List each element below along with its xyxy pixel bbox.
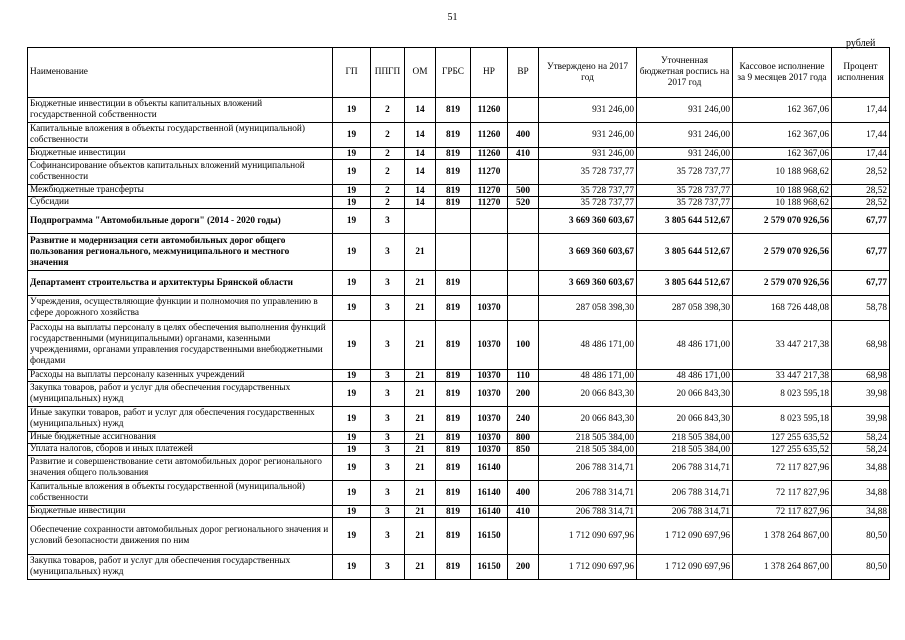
cell-vr: 850 xyxy=(508,444,539,456)
table-row xyxy=(28,456,890,481)
cell-approved: 3 669 360 603,67 xyxy=(539,234,637,271)
cell-refined: 931 246,00 xyxy=(637,98,733,123)
cell-percent: 58,24 xyxy=(832,432,890,444)
cell-om: 21 xyxy=(405,432,436,444)
cell-om: 21 xyxy=(405,444,436,456)
cell-vr: 200 xyxy=(508,555,539,580)
cell-approved: 287 058 398,30 xyxy=(539,296,637,321)
cell-nr: 16140 xyxy=(471,481,508,506)
cell-nr: 11270 xyxy=(471,197,508,209)
cell-cash: 33 447 217,38 xyxy=(733,370,832,382)
cell-gp: 19 xyxy=(333,456,371,481)
cell-grbs: 819 xyxy=(436,432,471,444)
cell-cash: 1 378 264 867,00 xyxy=(733,518,832,555)
cell-grbs xyxy=(436,234,471,271)
cell-vr: 800 xyxy=(508,432,539,444)
cell-cash: 162 367,06 xyxy=(733,98,832,123)
cell-approved: 20 066 843,30 xyxy=(539,407,637,432)
cell-om: 21 xyxy=(405,481,436,506)
cell-nr: 16150 xyxy=(471,518,508,555)
table-row xyxy=(28,209,890,234)
cell-cash: 168 726 448,08 xyxy=(733,296,832,321)
cell-refined: 20 066 843,30 xyxy=(637,382,733,407)
cell-gp: 19 xyxy=(333,444,371,456)
cell-name: Расходы на выплаты персоналу в целях обеспечения выполнения функций государственными (муниципальными) органами, казенными учреждениями, органами управления государственными внебюджетными фондами xyxy=(28,321,333,370)
cell-gp: 19 xyxy=(333,209,371,234)
table-row xyxy=(28,370,890,382)
cell-pgp: 3 xyxy=(371,432,405,444)
table-row xyxy=(28,296,890,321)
cell-percent: 39,98 xyxy=(832,407,890,432)
cell-pgp: 3 xyxy=(371,456,405,481)
cell-om: 21 xyxy=(405,382,436,407)
cell-vr xyxy=(508,518,539,555)
cell-grbs: 819 xyxy=(436,98,471,123)
cell-vr xyxy=(508,98,539,123)
cell-grbs: 819 xyxy=(436,518,471,555)
cell-gp: 19 xyxy=(333,123,371,148)
cell-gp: 19 xyxy=(333,148,371,160)
cell-grbs: 819 xyxy=(436,506,471,518)
cell-om: 14 xyxy=(405,148,436,160)
cell-percent: 67,77 xyxy=(832,234,890,271)
cell-approved: 218 505 384,00 xyxy=(539,444,637,456)
cell-cash: 2 579 070 926,56 xyxy=(733,209,832,234)
cell-percent: 39,98 xyxy=(832,382,890,407)
cell-cash: 33 447 217,38 xyxy=(733,321,832,370)
cell-grbs: 819 xyxy=(436,555,471,580)
table-row xyxy=(28,444,890,456)
header-nr: НР xyxy=(471,48,508,98)
cell-percent: 67,77 xyxy=(832,271,890,296)
cell-grbs: 819 xyxy=(436,123,471,148)
cell-cash: 127 255 635,52 xyxy=(733,444,832,456)
table-row xyxy=(28,518,890,555)
cell-grbs: 819 xyxy=(436,185,471,197)
cell-refined: 206 788 314,71 xyxy=(637,456,733,481)
cell-vr xyxy=(508,271,539,296)
cell-refined: 931 246,00 xyxy=(637,123,733,148)
cell-name: Развитие и совершенствование сети автомобильных дорог регионального значения общего пользования xyxy=(28,456,333,481)
cell-pgp: 2 xyxy=(371,123,405,148)
cell-nr: 10370 xyxy=(471,296,508,321)
cell-cash: 2 579 070 926,56 xyxy=(733,234,832,271)
cell-gp: 19 xyxy=(333,432,371,444)
cell-gp: 19 xyxy=(333,271,371,296)
cell-pgp: 2 xyxy=(371,185,405,197)
header-refined: Уточненная бюджетная роспись на 2017 год xyxy=(637,48,733,98)
cell-name: Развитие и модернизация сети автомобильных дорог общего пользования регионального, межмуниципального и местного значения xyxy=(28,234,333,271)
cell-gp: 19 xyxy=(333,370,371,382)
cell-percent: 28,52 xyxy=(832,160,890,185)
cell-approved: 931 246,00 xyxy=(539,98,637,123)
table-row xyxy=(28,506,890,518)
header-pgp: ППГП xyxy=(371,48,405,98)
cell-approved: 206 788 314,71 xyxy=(539,456,637,481)
cell-gp: 19 xyxy=(333,234,371,271)
cell-cash: 72 117 827,96 xyxy=(733,456,832,481)
cell-nr xyxy=(471,209,508,234)
cell-refined: 206 788 314,71 xyxy=(637,506,733,518)
cell-grbs: 819 xyxy=(436,197,471,209)
cell-approved: 35 728 737,77 xyxy=(539,185,637,197)
cell-om: 21 xyxy=(405,234,436,271)
cell-pgp: 3 xyxy=(371,321,405,370)
cell-percent: 34,88 xyxy=(832,481,890,506)
cell-nr xyxy=(471,271,508,296)
cell-vr xyxy=(508,209,539,234)
cell-name: Субсидии xyxy=(28,197,333,209)
table-row xyxy=(28,382,890,407)
cell-vr xyxy=(508,234,539,271)
cell-om xyxy=(405,209,436,234)
cell-name: Софинансирование объектов капитальных вложений муниципальной собственности xyxy=(28,160,333,185)
cell-cash: 162 367,06 xyxy=(733,148,832,160)
cell-approved: 35 728 737,77 xyxy=(539,160,637,185)
cell-name: Капитальные вложения в объекты государственной (муниципальной) собственности xyxy=(28,123,333,148)
cell-name: Иные закупки товаров, работ и услуг для обеспечения государственных (муниципальных) нужд xyxy=(28,407,333,432)
cell-grbs: 819 xyxy=(436,296,471,321)
cell-percent: 68,98 xyxy=(832,321,890,370)
table-row xyxy=(28,321,890,370)
cell-approved: 206 788 314,71 xyxy=(539,506,637,518)
cell-name: Межбюджетные трансферты xyxy=(28,185,333,197)
cell-om: 14 xyxy=(405,123,436,148)
cell-om: 21 xyxy=(405,370,436,382)
cell-gp: 19 xyxy=(333,382,371,407)
cell-approved: 1 712 090 697,96 xyxy=(539,518,637,555)
cell-percent: 68,98 xyxy=(832,370,890,382)
cell-vr: 520 xyxy=(508,197,539,209)
cell-om: 21 xyxy=(405,555,436,580)
table-row xyxy=(28,407,890,432)
cell-pgp: 3 xyxy=(371,296,405,321)
cell-pgp: 2 xyxy=(371,98,405,123)
cell-nr: 11260 xyxy=(471,98,508,123)
cell-om: 21 xyxy=(405,271,436,296)
cell-cash: 1 378 264 867,00 xyxy=(733,555,832,580)
cell-cash: 127 255 635,52 xyxy=(733,432,832,444)
cell-refined: 48 486 171,00 xyxy=(637,321,733,370)
cell-om: 21 xyxy=(405,321,436,370)
cell-name: Бюджетные инвестиции xyxy=(28,506,333,518)
cell-cash: 162 367,06 xyxy=(733,123,832,148)
cell-vr: 410 xyxy=(508,506,539,518)
cell-vr: 110 xyxy=(508,370,539,382)
cell-name: Закупка товаров, работ и услуг для обеспечения государственных (муниципальных) нужд xyxy=(28,382,333,407)
header-name: Наименование xyxy=(28,48,333,98)
cell-approved: 48 486 171,00 xyxy=(539,370,637,382)
cell-refined: 218 505 384,00 xyxy=(637,444,733,456)
cell-refined: 35 728 737,77 xyxy=(637,197,733,209)
cell-grbs: 819 xyxy=(436,382,471,407)
cell-pgp: 3 xyxy=(371,382,405,407)
cell-percent: 17,44 xyxy=(832,98,890,123)
cell-vr: 240 xyxy=(508,407,539,432)
units-label: рублей xyxy=(846,38,876,49)
cell-cash: 10 188 968,62 xyxy=(733,185,832,197)
cell-percent: 28,52 xyxy=(832,197,890,209)
cell-refined: 20 066 843,30 xyxy=(637,407,733,432)
cell-vr: 400 xyxy=(508,123,539,148)
cell-nr: 11260 xyxy=(471,123,508,148)
cell-pgp: 3 xyxy=(371,555,405,580)
cell-om: 14 xyxy=(405,185,436,197)
cell-gp: 19 xyxy=(333,197,371,209)
cell-refined: 1 712 090 697,96 xyxy=(637,555,733,580)
cell-percent: 34,88 xyxy=(832,456,890,481)
cell-refined: 35 728 737,77 xyxy=(637,185,733,197)
cell-pgp: 3 xyxy=(371,444,405,456)
cell-refined: 35 728 737,77 xyxy=(637,160,733,185)
cell-nr: 11260 xyxy=(471,148,508,160)
table-row xyxy=(28,555,890,580)
cell-name: Иные бюджетные ассигнования xyxy=(28,432,333,444)
cell-vr xyxy=(508,456,539,481)
cell-nr: 10370 xyxy=(471,382,508,407)
cell-nr: 10370 xyxy=(471,321,508,370)
cell-cash: 10 188 968,62 xyxy=(733,197,832,209)
cell-pgp: 2 xyxy=(371,160,405,185)
cell-pgp: 3 xyxy=(371,506,405,518)
cell-pgp: 3 xyxy=(371,209,405,234)
cell-percent: 58,78 xyxy=(832,296,890,321)
cell-refined: 1 712 090 697,96 xyxy=(637,518,733,555)
cell-om: 14 xyxy=(405,98,436,123)
cell-name: Бюджетные инвестиции в объекты капитальных вложений государственной собственности xyxy=(28,98,333,123)
cell-grbs: 819 xyxy=(436,271,471,296)
cell-refined: 3 805 644 512,67 xyxy=(637,234,733,271)
cell-om: 14 xyxy=(405,160,436,185)
cell-grbs: 819 xyxy=(436,321,471,370)
cell-pgp: 3 xyxy=(371,518,405,555)
cell-grbs: 819 xyxy=(436,444,471,456)
cell-gp: 19 xyxy=(333,518,371,555)
cell-om: 21 xyxy=(405,506,436,518)
cell-gp: 19 xyxy=(333,296,371,321)
cell-nr: 11270 xyxy=(471,160,508,185)
header-row xyxy=(28,48,890,98)
table-row xyxy=(28,432,890,444)
cell-percent: 34,88 xyxy=(832,506,890,518)
cell-gp: 19 xyxy=(333,160,371,185)
cell-pgp: 3 xyxy=(371,234,405,271)
cell-grbs: 819 xyxy=(436,456,471,481)
header-om: ОМ xyxy=(405,48,436,98)
cell-cash: 2 579 070 926,56 xyxy=(733,271,832,296)
cell-percent: 28,52 xyxy=(832,185,890,197)
cell-om: 21 xyxy=(405,407,436,432)
header-gp: ГП xyxy=(333,48,371,98)
cell-approved: 1 712 090 697,96 xyxy=(539,555,637,580)
cell-vr: 500 xyxy=(508,185,539,197)
cell-approved: 48 486 171,00 xyxy=(539,321,637,370)
cell-cash: 8 023 595,18 xyxy=(733,407,832,432)
cell-refined: 3 805 644 512,67 xyxy=(637,271,733,296)
cell-name: Бюджетные инвестиции xyxy=(28,148,333,160)
cell-refined: 3 805 644 512,67 xyxy=(637,209,733,234)
cell-vr xyxy=(508,296,539,321)
table-row xyxy=(28,123,890,148)
cell-name: Обеспечение сохранности автомобильных дорог регионального значения и условий безопасности движения по ним xyxy=(28,518,333,555)
cell-name: Подпрограмма "Автомобильные дороги" (2014 - 2020 годы) xyxy=(28,209,333,234)
cell-cash: 72 117 827,96 xyxy=(733,506,832,518)
cell-gp: 19 xyxy=(333,407,371,432)
cell-pgp: 2 xyxy=(371,148,405,160)
cell-refined: 218 505 384,00 xyxy=(637,432,733,444)
cell-pgp: 3 xyxy=(371,407,405,432)
cell-nr: 10370 xyxy=(471,432,508,444)
cell-percent: 80,50 xyxy=(832,555,890,580)
cell-percent: 58,24 xyxy=(832,444,890,456)
table-row xyxy=(28,481,890,506)
cell-name: Капитальные вложения в объекты государственной (муниципальной) собственности xyxy=(28,481,333,506)
cell-cash: 10 188 968,62 xyxy=(733,160,832,185)
cell-refined: 206 788 314,71 xyxy=(637,481,733,506)
cell-gp: 19 xyxy=(333,185,371,197)
cell-om: 21 xyxy=(405,456,436,481)
header-percent: Процент исполнения xyxy=(832,48,890,98)
header-cash: Кассовое исполнение за 9 месяцев 2017 года xyxy=(733,48,832,98)
table-row xyxy=(28,185,890,197)
cell-grbs xyxy=(436,209,471,234)
page-number: 51 xyxy=(447,12,458,23)
cell-nr: 10370 xyxy=(471,370,508,382)
cell-approved: 931 246,00 xyxy=(539,148,637,160)
cell-nr xyxy=(471,234,508,271)
table-row xyxy=(28,98,890,123)
budget-table xyxy=(27,47,890,580)
cell-vr xyxy=(508,160,539,185)
cell-grbs: 819 xyxy=(436,148,471,160)
cell-vr: 200 xyxy=(508,382,539,407)
cell-approved: 931 246,00 xyxy=(539,123,637,148)
cell-gp: 19 xyxy=(333,321,371,370)
cell-approved: 3 669 360 603,67 xyxy=(539,209,637,234)
cell-grbs: 819 xyxy=(436,370,471,382)
cell-grbs: 819 xyxy=(436,407,471,432)
table-row xyxy=(28,234,890,271)
cell-nr: 16140 xyxy=(471,506,508,518)
cell-nr: 10370 xyxy=(471,444,508,456)
cell-percent: 67,77 xyxy=(832,209,890,234)
cell-gp: 19 xyxy=(333,506,371,518)
cell-gp: 19 xyxy=(333,481,371,506)
cell-refined: 287 058 398,30 xyxy=(637,296,733,321)
cell-nr: 11270 xyxy=(471,185,508,197)
cell-pgp: 3 xyxy=(371,370,405,382)
cell-gp: 19 xyxy=(333,98,371,123)
cell-percent: 80,50 xyxy=(832,518,890,555)
cell-approved: 35 728 737,77 xyxy=(539,197,637,209)
cell-vr: 400 xyxy=(508,481,539,506)
cell-nr: 16150 xyxy=(471,555,508,580)
cell-vr: 410 xyxy=(508,148,539,160)
table-row xyxy=(28,160,890,185)
cell-approved: 218 505 384,00 xyxy=(539,432,637,444)
cell-om: 14 xyxy=(405,197,436,209)
cell-gp: 19 xyxy=(333,555,371,580)
cell-approved: 20 066 843,30 xyxy=(539,382,637,407)
cell-refined: 48 486 171,00 xyxy=(637,370,733,382)
cell-nr: 10370 xyxy=(471,407,508,432)
table-row xyxy=(28,148,890,160)
cell-cash: 72 117 827,96 xyxy=(733,481,832,506)
cell-nr: 16140 xyxy=(471,456,508,481)
cell-om: 21 xyxy=(405,296,436,321)
cell-refined: 931 246,00 xyxy=(637,148,733,160)
cell-grbs: 819 xyxy=(436,481,471,506)
cell-om: 21 xyxy=(405,518,436,555)
table-row xyxy=(28,197,890,209)
cell-pgp: 3 xyxy=(371,481,405,506)
header-approved: Утверждено на 2017 год xyxy=(539,48,637,98)
cell-name: Расходы на выплаты персоналу казенных учреждений xyxy=(28,370,333,382)
cell-percent: 17,44 xyxy=(832,148,890,160)
table-row xyxy=(28,271,890,296)
cell-name: Департамент строительства и архитектуры Брянской области xyxy=(28,271,333,296)
cell-percent: 17,44 xyxy=(832,123,890,148)
header-vr: ВР xyxy=(508,48,539,98)
cell-name: Уплата налогов, сборов и иных платежей xyxy=(28,444,333,456)
cell-approved: 3 669 360 603,67 xyxy=(539,271,637,296)
cell-grbs: 819 xyxy=(436,160,471,185)
cell-approved: 206 788 314,71 xyxy=(539,481,637,506)
cell-cash: 8 023 595,18 xyxy=(733,382,832,407)
header-grbs: ГРБС xyxy=(436,48,471,98)
cell-name: Закупка товаров, работ и услуг для обеспечения государственных (муниципальных) нужд xyxy=(28,555,333,580)
cell-name: Учреждения, осуществляющие функции и полномочия по управлению в сфере дорожного хозяйства xyxy=(28,296,333,321)
cell-pgp: 3 xyxy=(371,271,405,296)
cell-pgp: 2 xyxy=(371,197,405,209)
cell-vr: 100 xyxy=(508,321,539,370)
